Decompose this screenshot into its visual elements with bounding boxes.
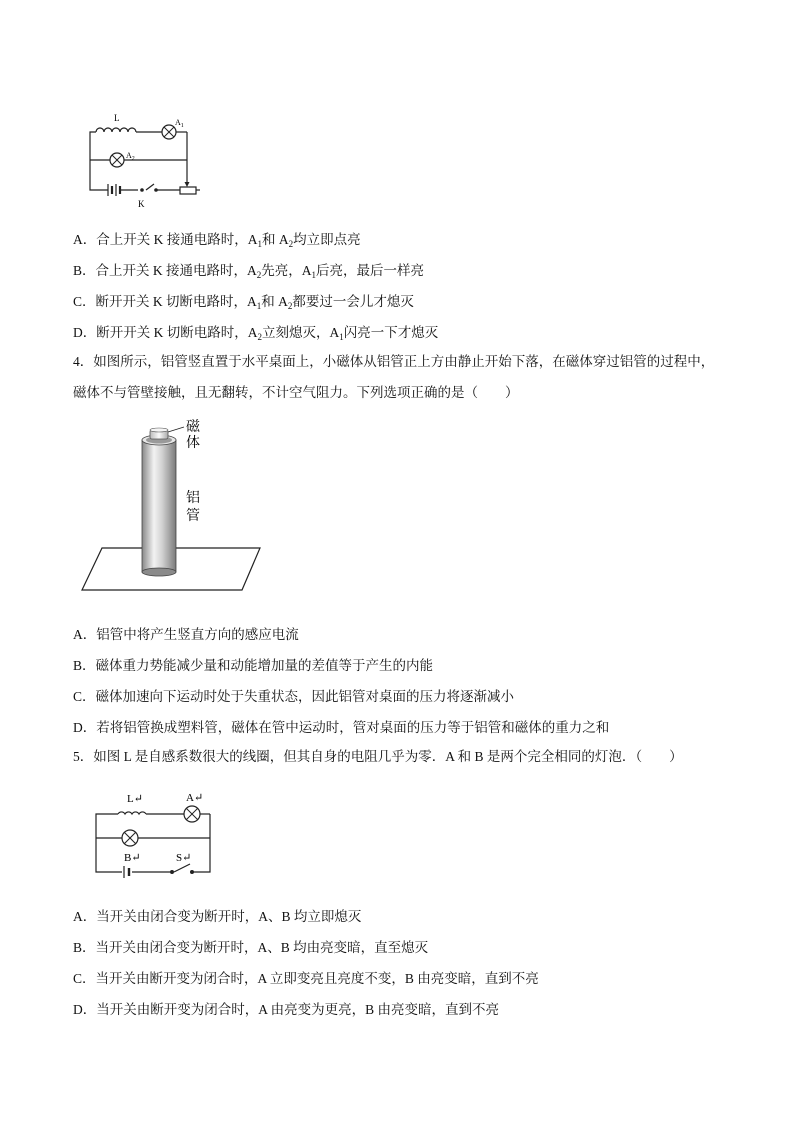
label-magnet-char2: 体: [186, 436, 200, 451]
q3-option-d[interactable]: D．断开开关 K 切断电路时，$A_2$立刻熄灭，$A_1$闪亮一下才熄灭: [73, 325, 439, 342]
q5-label-a: A↵: [186, 792, 204, 804]
magnet-block: [150, 428, 168, 439]
q3-option-a[interactable]: A．合上开关 K 接通电路时，$A_1$和 $A_2$均立即点亮: [73, 232, 361, 249]
q3-label-k: K: [138, 199, 145, 209]
q5-option-d[interactable]: D．当开关由断开变为闭合时，A 由亮变为更亮，B 由亮变暗，直到不亮: [73, 1002, 500, 1017]
q5-label-b: B↵: [124, 852, 141, 864]
q4-option-d[interactable]: D．若将铝管换成塑料管，磁体在管中运动时，管对桌面的压力等于铝管和磁体的重力之和: [73, 720, 610, 735]
q3-label-a2: $A_2$: [126, 151, 135, 162]
q5-stem: 5．如图 L 是自感系数很大的线圈，但其自身的电阻几乎为零．A 和 B 是两个完全相同的灯泡．（ ）: [73, 749, 683, 764]
label-magnet-char1: 磁: [186, 420, 200, 435]
q5-label-l: L↵: [127, 793, 143, 805]
aluminum-tube: [142, 435, 176, 576]
q5-option-b[interactable]: B．当开关由闭合变为断开时，A、B 均由亮变暗，直至熄灭: [73, 940, 429, 955]
q3-label-a1: $A_1$: [175, 118, 184, 129]
q4-option-a[interactable]: A．铝管中将产生竖直方向的感应电流: [73, 627, 299, 642]
q3-option-b[interactable]: B．合上开关 K 接通电路时，$A_2$先亮，$A_1$后亮，最后一样亮: [73, 263, 425, 280]
q5-option-a[interactable]: A．当开关由闭合变为断开时，A、B 均立即熄灭: [73, 909, 362, 924]
q4-aluminum-tube-diagram: [82, 418, 272, 596]
label-tube-char2: 管: [186, 509, 200, 524]
q5-option-c[interactable]: C．当开关由断开变为闭合时，A 立即变亮且亮度不变，B 由亮变暗，直到不亮: [73, 971, 539, 986]
label-tube-char1: 铝: [186, 491, 200, 506]
lamp-b-icon: [122, 830, 138, 846]
q3-label-l: L: [114, 113, 120, 123]
lamp-a2-icon: [110, 153, 124, 167]
q3-circuit-diagram: [80, 108, 210, 213]
q4-option-b[interactable]: B．磁体重力势能减少量和动能增加量的差值等于产生的内能: [73, 658, 434, 673]
lamp-a-icon: [184, 806, 200, 822]
q4-stem: 4．如图所示，铝管竖直置于水平桌面上，小磁体从铝管正上方由静止开始下落，在磁体穿过铝管的过程中，磁体不与管壁接触，且无翻转，不计空气阻力。下列选项正确的是（ ）: [73, 354, 715, 400]
q5-label-s: S↵: [176, 852, 192, 864]
q3-option-c[interactable]: C．断开开关 K 切断电路时，$A_1$和 $A_2$都要过一会儿才熄灭: [73, 294, 414, 311]
lamp-a1-icon: [162, 125, 176, 139]
q4-option-c[interactable]: C．磁体加速向下运动时处于失重状态，因此铝管对桌面的压力将逐渐减小: [73, 689, 515, 704]
q5-circuit-diagram: [88, 786, 228, 886]
